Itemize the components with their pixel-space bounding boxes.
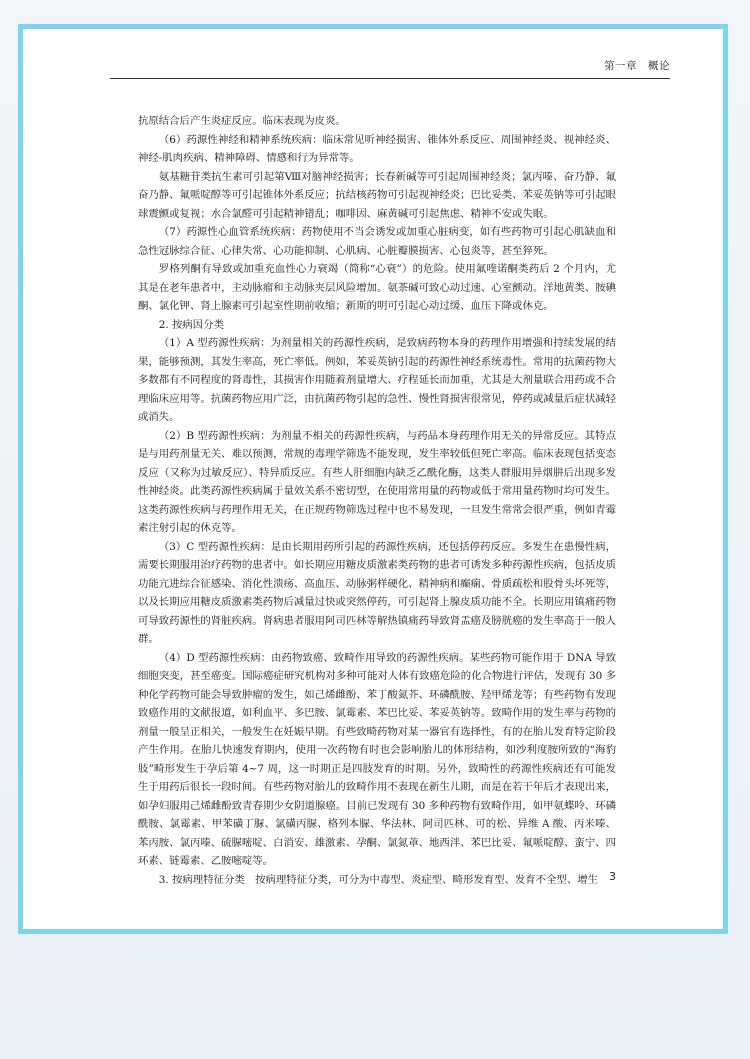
page-number: 3 <box>609 870 616 883</box>
paragraph: （2）B 型药源性疾病：为剂量不相关的药源性疾病，与药品本身药理作用无关的异常反应。其特点是与用药剂量无关、难以预测，常规的毒理学筛选不能发现，发生率较低但死亡率高。临床表现包括变态反应（又称为过敏反应）、特异质反应。有些人肝细胞内缺乏乙酰化酶，这类人群服用异烟肼后出现多发性神经炎。此类药源性疾病属于量效关系不密切型，在使用常用量的药物或低于常用量药物时均可发生。这类药源性疾病与药理作用无关，在正规药物筛选过程中也不易发现，一旦发生常常会很严重，例如青霉素注射引起的休克等。 <box>138 429 616 534</box>
paragraph: （6）药源性神经和精神系统疾病：临床常见听神经损害、锥体外系反应、周围神经炎、视神经炎、神经-肌肉疾病、精神障碍、情感和行为异常等。 <box>138 133 616 164</box>
paragraph: 氨基糖苷类抗生素可引起第Ⅷ对脑神经损害；长春新碱等可引起周围神经炎；氯丙嗪、奋乃静、氟奋乃静、氟哌啶醇等可引起锥体外系反应；抗结核药物可引起视神经炎；巴比妥类、苯妥英钠等可引起眼球震颤或复视；水合氯醛可引起精神错乱；咖啡因、麻黄碱可引起焦虑、精神不安或失眠。 <box>138 170 616 220</box>
header-rule <box>110 78 670 79</box>
paragraph: （7）药源性心血管系统疾病：药物使用不当会诱发或加重心脏病变，如有些药物可引起心肌缺血和急性冠脉综合征、心律失常、心功能抑制、心肌病、心脏瓣膜损害、心包炎等，甚至猝死。 <box>138 226 616 257</box>
paragraph: 抗原结合后产生炎症反应。临床表现为皮炎。 <box>138 115 346 127</box>
chapter-header: 第一章 概论 <box>604 60 670 72</box>
paragraph: （3）C 型药源性疾病：是由长期用药所引起的药源性疾病，还包括停药反应。多发生在患慢性病，需要长期服用治疗药物的患者中。如长期应用糖皮质激素类药物的患者可诱发多种药源性疾病，包括皮质功能亢进综合征感染、消化性溃疡、高血压、动脉粥样硬化、精神病和癫痫、骨质疏松和股骨头坏死等，以及长期应用糖皮质激素类药物后减量过快或突然停药，可引起肾上腺皮质功能不全。长期应用镇痛药物可导致药源性的肾脏疾病。肾病患者服用阿司匹林等解热镇痛药导致肾盂癌及膀胱癌的发生率高于一般人群。 <box>138 540 616 645</box>
paragraph: （1）A 型药源性疾病：为剂量相关的药源性疾病，是致病药物本身的药理作用增强和持续发展的结果，能够预测，其发生率高，死亡率低。例如，苯妥英钠引起的药源性神经系统毒性。常用的抗菌药物大多数都有不同程度的肾毒性，其损害作用随着剂量增大、疗程延长而加重，尤其是大剂量联合用药或不合理临床应用等。抗菌药物应用广泛，由抗菌药物引起的急性、慢性肾损害很常见，停药或减量后症状减轻或消失。 <box>138 337 616 423</box>
paragraph: 罗格列酮有导致或加重充血性心力衰竭（简称“心衰”）的危险。使用氟喹诺酮类药后 2 个月内，尤其是在老年患者中，主动脉瘤和主动脉夹层风险增加。氨茶碱可致心动过速、心室颤动。洋地黄类、胺碘酮、氯化钾、肾上腺素可引起室性期前收缩；新斯的明可引起心动过缓、血压下降或休克。 <box>138 263 616 312</box>
section-heading: 2. 按病因分类 <box>158 318 224 331</box>
page-body <box>138 112 616 889</box>
paragraph: （4）D 型药源性疾病：由药物致癌、致畸作用导致的药源性疾病。某些药物可能作用于 DNA 导致细胞突变，甚至癌变。国际癌症研究机构对多种可能对人体有致癌危险的化合物进行评估，发现有 30 多种化学药物可能会导致肿瘤的发生，如己烯雌酚、苯丁酸氮芥、环磷酰胺、羟甲烯龙等；有些药物有发现致癌作用的文献报道，如利血平、多巴胺、氯霉素、苯巴比妥、苯妥英钠等。致畸作用的发生率与药物的剂量一般呈正相关，一般发生在妊娠早期。有些致畸药物对某一器官有选择性，有的在胎儿发育特定阶段产生作用。在胎儿快速发育期内，使用一次药物有时也会影响胎儿的体形结构，如沙利度胺所致的“海豹肢”畸形发生于孕后第 4~7 周，这一时期正是四肢发育的时期。另外，致畸性的药源性疾病还有可能发生于用药后很长一段时间。有些药物对胎儿的致畸作用不表现在新生儿期，而是在若干年后才表现出来，如孕妇服用己烯雌酚致青春期少女阴道腺癌。目前已发现有 30 多种药物有致畸作用，如甲氨蝶呤、环磷酰胺、氯霉素、甲苯磺丁脲、氯磺丙脲、格列本脲、华法林、阿司匹林、可的松、异维 A 酸、丙米嗪、苯丙胺、氯丙嗪、硫脲嘧啶、白消安、雄激素、孕酮、氯氮䓬、地西泮、苯巴比妥、氟哌啶醇、蛮宁、四环素、链霉素、乙胺嘧啶等。 <box>138 651 616 867</box>
section-heading: 3. 按病理特征分类 按病理特征分类，可分为中毒型、炎症型、畸形发育型、发育不全型、增生 <box>158 873 599 886</box>
